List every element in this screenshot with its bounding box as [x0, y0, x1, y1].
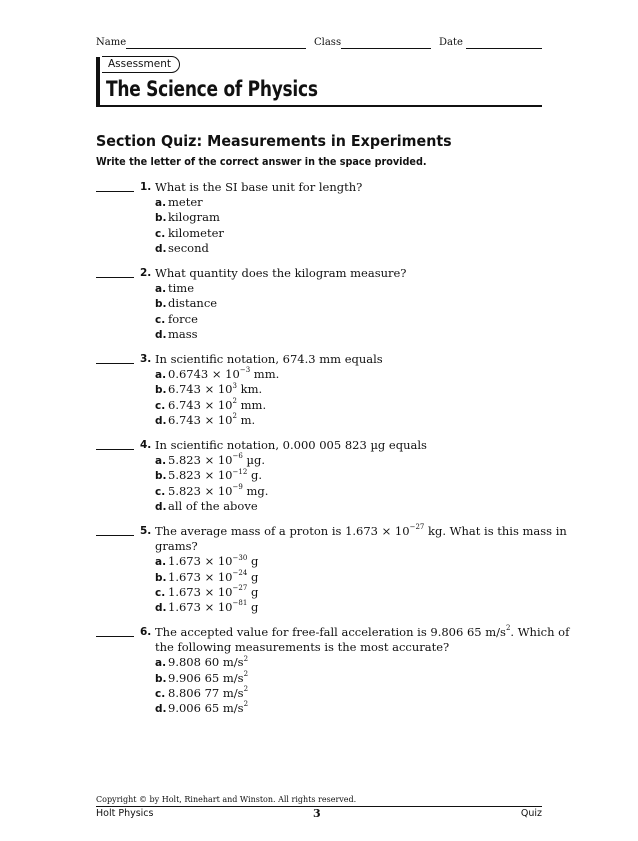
answer-options [155, 453, 268, 514]
question-stem: The accepted value for free-fall acceleration is 9.806 65 $m/s^2$. Which of the following measurements is the most accurate? [155, 624, 570, 655]
title-divider [96, 105, 542, 107]
option-c[interactable]: c. $5.823 \times 10^{-9}$ mg. [155, 482, 269, 498]
option-d[interactable]: d.second [155, 240, 209, 255]
option-a[interactable]: a. $1.673 \times 10^{-30}$ g [155, 553, 259, 569]
answer-blank[interactable] [96, 636, 134, 637]
answer-options [155, 195, 224, 256]
document-type: Quiz [520, 808, 542, 819]
question-number: 5. [140, 525, 152, 537]
question-stem: What quantity does the kilogram measure? [155, 266, 407, 280]
option-a[interactable]: a. meter [155, 195, 203, 210]
title-accent-bar [96, 57, 100, 105]
option-a[interactable]: a. 9.808 60 $m/s^2$ [155, 654, 249, 670]
name-label: Name [96, 37, 127, 48]
option-b[interactable]: b.distance [155, 296, 218, 311]
book-title: Holt Physics [96, 808, 154, 819]
page-title: The Science of Physics [106, 77, 318, 102]
option-d[interactable]: d.mass [155, 326, 198, 341]
answer-blank[interactable] [96, 535, 134, 536]
option-d[interactable]: d.all of the above [155, 498, 258, 513]
option-b[interactable]: $b.1.673 \times 10^{-24}$ g [155, 568, 259, 584]
answer-options [155, 554, 258, 615]
class-blank[interactable] [341, 48, 431, 49]
option-c[interactable]: c. force [155, 311, 198, 326]
assessment-badge: Assessment [102, 56, 180, 73]
option-d[interactable]: $d.6.743 \times 10^2$ m. [155, 411, 256, 427]
option-d[interactable]: d.9.006 65 $m/s^2$ [155, 700, 249, 715]
answer-blank[interactable] [96, 191, 134, 192]
answer-options [155, 367, 279, 428]
answer-options [155, 655, 248, 716]
date-label: Date [439, 37, 463, 48]
question-number: 1. [140, 181, 152, 193]
page-number: 3 [313, 807, 321, 820]
option-b[interactable]: b.9.906 65 $m/s^2$ [155, 669, 249, 685]
option-c[interactable]: c. 8.806 77 $m/s^2$ [155, 684, 249, 700]
option-a[interactable]: a. $0.6743 \times 10^{-3}$ mm. [155, 366, 280, 382]
option-d[interactable]: $d.1.673 \times 10^{-81}$ g [155, 599, 259, 614]
copyright-notice: Copyright © by Holt, Rinehart and Winston. All rights reserved. [96, 795, 357, 804]
answer-blank[interactable] [96, 363, 134, 364]
question-number: 4. [140, 439, 152, 451]
answer-blank[interactable] [96, 277, 134, 278]
answer-options [155, 281, 217, 342]
option-b[interactable]: b.kilogram [155, 210, 220, 225]
question-stem: What is the SI base unit for length? [155, 180, 363, 194]
option-c[interactable]: c. kilometer [155, 225, 224, 240]
option-a[interactable]: a. time [155, 281, 195, 296]
question-stem: In scientific notation, 0.000 005 823 µg equals [155, 438, 427, 452]
worksheet-page [96, 0, 570, 841]
option-c[interactable]: c. $1.673 \times 10^{-27}$ g [155, 583, 259, 599]
class-label: Class [314, 37, 342, 48]
option-b[interactable]: $b.6.743 \times 10^3$ km. [155, 381, 263, 397]
question-number: 3. [140, 353, 152, 365]
instructions: Write the letter of the correct answer in the space provided. [96, 156, 427, 168]
answer-blank[interactable] [96, 449, 134, 450]
option-b[interactable]: $b.5.823 \times 10^{-12}$ g. [155, 467, 262, 483]
question-number: 6. [140, 626, 152, 638]
question-stem: In scientific notation, 674.3 mm equals [155, 352, 383, 366]
option-a[interactable]: a. $5.823 \times 10^{-6}$ µg. [155, 452, 265, 468]
section-title: Section Quiz: Measurements in Experiments [96, 132, 452, 150]
student-info-header [96, 37, 542, 53]
question-number: 2. [140, 267, 152, 279]
date-blank[interactable] [466, 48, 542, 49]
question-stem: The average mass of a proton is $1.673 \times 10^{-27}$ kg. What is this mass in grams? [155, 523, 567, 554]
name-blank[interactable] [126, 48, 306, 49]
option-c[interactable]: c. $6.743 \times 10^2$ mm. [155, 396, 267, 412]
